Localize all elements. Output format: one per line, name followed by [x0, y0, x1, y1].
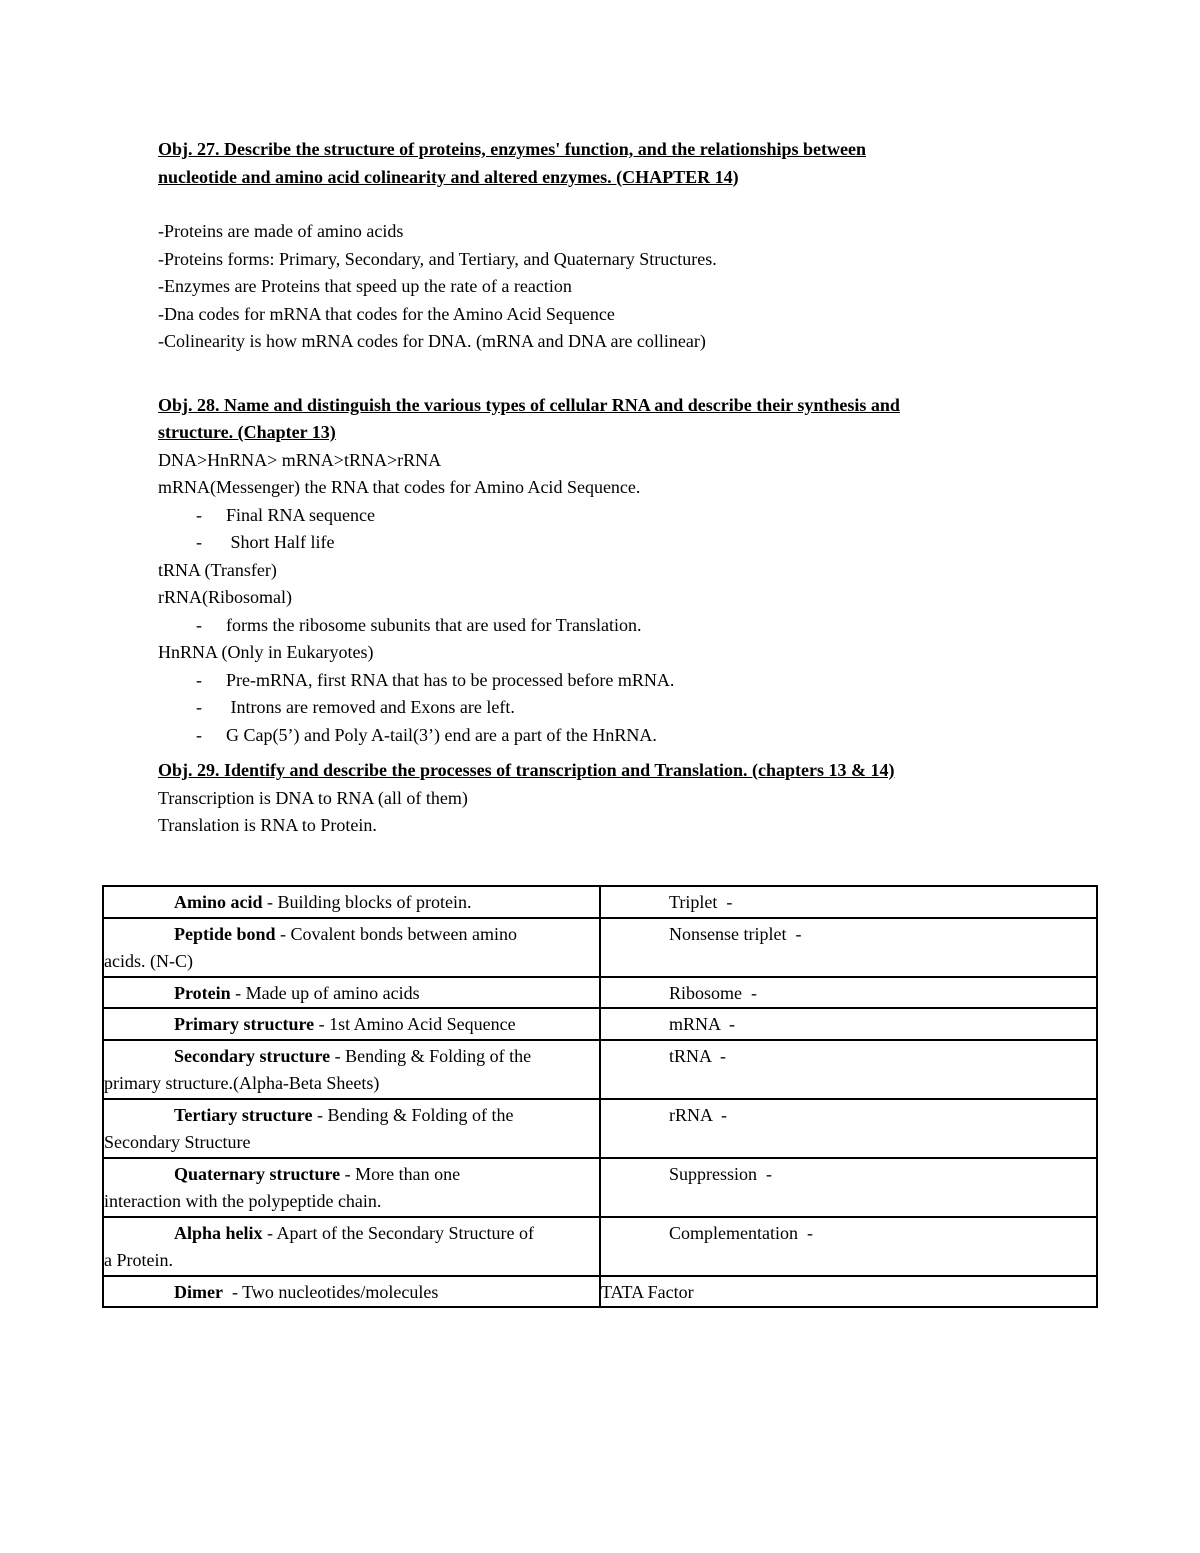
right-term-label: Triplet - — [669, 892, 733, 912]
right-term-label: Suppression - — [669, 1163, 772, 1184]
obj27-line: -Enzymes are Proteins that speed up the rate of a reaction — [158, 276, 572, 296]
obj27-heading-line2: nucleotide and amino acid colinearity and altered enzymes. (CHAPTER 14) — [158, 166, 739, 187]
term-definition: - Apart of the Secondary Structure of — [262, 1222, 534, 1243]
obj29-line: Translation is RNA to Protein. — [158, 815, 377, 835]
right-term-cell — [600, 1040, 1097, 1099]
bullet-dash: - — [196, 669, 202, 690]
table-row — [103, 1099, 1097, 1158]
right-term-label: Complementation - — [669, 1222, 813, 1243]
obj27-line: -Proteins forms: Primary, Secondary, and Tertiary, and Quaternary Structures. — [158, 248, 717, 269]
list-item — [158, 722, 1058, 750]
bullet-dash: - — [196, 532, 202, 552]
term-definition-cell — [103, 918, 600, 977]
term-label: Peptide bond — [174, 923, 276, 944]
table-row — [103, 977, 1097, 1009]
term-definition-continued: a Protein. — [104, 1250, 173, 1270]
bullet-text: forms the ribosome subunits that are used for Translation. — [226, 614, 642, 635]
term-definition: - Bending & Folding of the — [330, 1045, 532, 1066]
term-definition-cell — [103, 1217, 600, 1276]
term-label: Primary structure — [174, 1014, 315, 1034]
term-definition-cell — [103, 1158, 600, 1217]
right-term-label: TATA Factor — [601, 1281, 694, 1302]
bullet-text: Introns are removed and Exons are left. — [226, 697, 515, 717]
term-label: Tertiary structure — [174, 1104, 313, 1125]
term-definition-cell — [103, 977, 600, 1009]
term-label: Amino acid — [174, 892, 263, 912]
right-term-label: Ribosome - — [669, 982, 757, 1003]
terms-table-body — [103, 886, 1097, 1307]
term-definition-cell — [103, 1276, 600, 1308]
obj28-heading-line1: Obj. 28. Name and distinguish the various types of cellular RNA and describe their synthesis and — [158, 394, 900, 415]
term-label: Alpha helix — [174, 1222, 263, 1243]
bullet-text: Short Half life — [226, 532, 335, 552]
list-item — [158, 694, 1058, 722]
term-definition: - Covalent bonds between amino — [275, 923, 517, 944]
term-definition-cell — [103, 1008, 600, 1040]
table-row — [103, 1040, 1097, 1099]
terms-table — [102, 885, 1098, 1308]
right-term-label: tRNA - — [669, 1045, 727, 1066]
bullet-dash: - — [196, 724, 202, 745]
rna-order: DNA>HnRNA> mRNA>tRNA>rRNA — [158, 449, 442, 470]
right-term-cell — [600, 1008, 1097, 1040]
bullet-text: Pre-mRNA, first RNA that has to be processed before mRNA. — [226, 669, 675, 690]
obj27-heading-line1: Obj. 27. Describe the structure of proteins, enzymes' function, and the relationships between — [158, 139, 866, 159]
right-term-label: rRNA - — [669, 1104, 727, 1125]
right-term-cell — [600, 918, 1097, 977]
term-label: Dimer — [174, 1281, 223, 1302]
term-label: Secondary structure — [174, 1045, 331, 1066]
obj29-heading: Obj. 29. Identify and describe the processes of transcription and Translation. (chapters 13 & 14) — [158, 760, 895, 780]
bullet-dash: - — [196, 697, 202, 717]
term-definition-cell — [103, 1040, 600, 1099]
table-row — [103, 1008, 1097, 1040]
right-term-label: mRNA - — [669, 1014, 736, 1034]
right-term-cell — [600, 1276, 1097, 1308]
bullet-text: G Cap(5’) and Poly A-tail(3’) end are a part of the HnRNA. — [226, 724, 657, 745]
document-content — [158, 136, 1058, 840]
obj27-line: -Colinearity is how mRNA codes for DNA. (mRNA and DNA are collinear) — [158, 331, 706, 351]
obj27-line: -Dna codes for mRNA that codes for the Amino Acid Sequence — [158, 303, 615, 324]
bullet-dash: - — [196, 614, 202, 635]
term-definition-continued: primary structure.(Alpha-Beta Sheets) — [104, 1073, 380, 1093]
table-row — [103, 1276, 1097, 1308]
term-definition-continued: interaction with the polypeptide chain. — [104, 1191, 382, 1211]
list-item — [158, 529, 1058, 557]
right-term-cell — [600, 1158, 1097, 1217]
bullet-dash: - — [196, 504, 202, 525]
trna-description: tRNA (Transfer) — [158, 559, 277, 580]
right-term-label: Nonsense triplet - — [669, 923, 802, 944]
term-definition: - Two nucleotides/molecules — [222, 1281, 439, 1302]
table-row — [103, 1217, 1097, 1276]
term-definition-continued: Secondary Structure — [104, 1132, 251, 1152]
hnrna-description: HnRNA (Only in Eukaryotes) — [158, 642, 374, 662]
obj27-line: -Proteins are made of amino acids — [158, 221, 404, 241]
right-term-cell — [600, 1217, 1097, 1276]
obj29-line: Transcription is DNA to RNA (all of them) — [158, 787, 468, 808]
list-item — [158, 502, 1058, 530]
table-row — [103, 886, 1097, 918]
obj28-heading-line2: structure. (Chapter 13) — [158, 422, 336, 442]
table-row — [103, 918, 1097, 977]
rrna-description: rRNA(Ribosomal) — [158, 587, 292, 607]
table-row — [103, 1158, 1097, 1217]
term-definition: - Bending & Folding of the — [312, 1104, 514, 1125]
bullet-text: Final RNA sequence — [226, 504, 375, 525]
list-item — [158, 612, 1058, 640]
right-term-cell — [600, 886, 1097, 918]
term-label: Protein — [174, 982, 231, 1003]
term-definition: - 1st Amino Acid Sequence — [314, 1014, 516, 1034]
right-term-cell — [600, 977, 1097, 1009]
list-item — [158, 667, 1058, 695]
term-definition: - Building blocks of protein. — [262, 892, 472, 912]
mrna-description: mRNA(Messenger) the RNA that codes for Amino Acid Sequence. — [158, 477, 641, 497]
term-definition-cell — [103, 1099, 600, 1158]
term-definition-continued: acids. (N-C) — [104, 951, 193, 971]
right-term-cell — [600, 1099, 1097, 1158]
term-definition-cell — [103, 886, 600, 918]
term-label: Quaternary structure — [174, 1163, 341, 1184]
term-definition: - Made up of amino acids — [230, 982, 420, 1003]
term-definition: - More than one — [340, 1163, 461, 1184]
